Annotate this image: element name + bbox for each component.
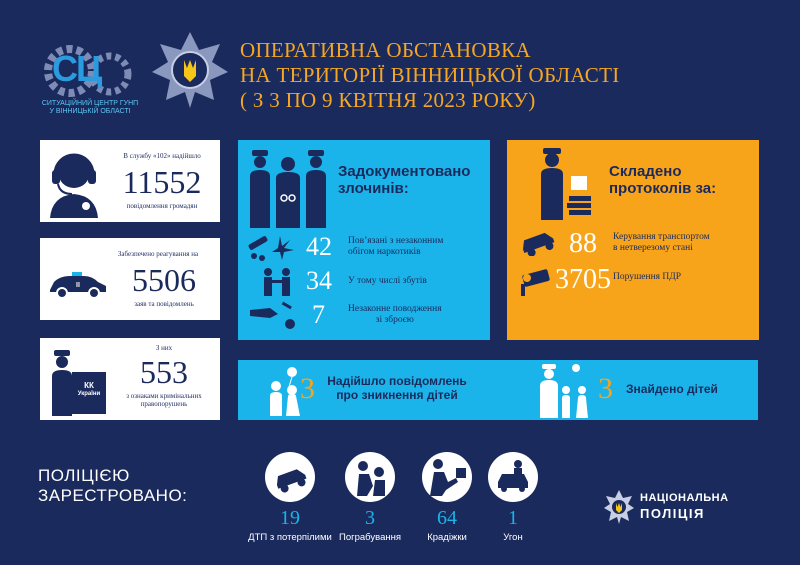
stat-car-theft <box>478 452 548 543</box>
situation-center-caption: СИТУАЦІЙНИЙ ЦЕНТР ГУНП У ВІННИЦЬКІЙ ОБЛАСТІ <box>41 100 139 116</box>
officer-with-documents-icon <box>537 146 595 220</box>
overturned-car-icon <box>517 226 557 256</box>
protocols-panel <box>507 140 759 340</box>
robbery-icon <box>345 452 395 502</box>
stat-robberies <box>335 452 405 543</box>
crimes-dealing-label: У тому числі збутів <box>348 276 427 286</box>
car-theft-label: Угон <box>503 532 523 543</box>
national-police-brand: НАЦІОНАЛЬНА ПОЛІЦІЯ <box>640 492 729 521</box>
car-theft-value: 1 <box>508 507 518 529</box>
book-subtitle: України <box>77 390 101 397</box>
thefts-label: Крадіжки <box>427 532 467 543</box>
response-bottom-label: заяв та повідомлень <box>134 300 194 308</box>
response-top-label: Забезпечено реагування на <box>117 250 199 258</box>
protocols-traffic-label: Порушення ПДР <box>613 272 682 282</box>
robberies-value: 3 <box>365 507 375 529</box>
response-card <box>40 238 220 320</box>
protocols-drunk-label: Керування транспортом в нетверезому стані <box>613 232 710 254</box>
operator-headset-icon <box>46 146 102 218</box>
protocols-drunk-value: 88 <box>569 228 597 259</box>
found-children-label: Знайдено дітей <box>626 382 718 396</box>
theft-icon <box>422 452 472 502</box>
protocols-heading: Складено протоколів за: <box>609 163 717 197</box>
officer-with-code-book-icon <box>48 348 110 416</box>
crimes-drugs-value: 42 <box>306 232 332 261</box>
accidents-value: 19 <box>280 507 300 529</box>
police-car-icon: II <box>46 270 110 300</box>
crimes-weapons-value: 7 <box>312 300 325 329</box>
crimes-weapons-label: Незаконне поводження зі зброєю <box>348 304 442 326</box>
criminal-card <box>40 338 220 420</box>
police-star-icon <box>150 30 230 110</box>
speed-camera-icon <box>517 266 557 296</box>
crimes-drugs-label: Пов’язані з незаконним обігом наркотиків <box>348 236 444 258</box>
children-panel <box>238 360 758 420</box>
crimes-heading: Задокументовано злочинів: <box>338 163 471 197</box>
accidents-label: ДТП з потерпілими <box>248 532 332 543</box>
crimes-dealing-value: 34 <box>306 266 332 295</box>
calls-top-label: В службу «102» надійшло <box>123 152 201 160</box>
registered-title: ПОЛІЦІЄЮ ЗАРЕСТРОВАНО: <box>38 466 188 505</box>
weapon-hand-icon <box>248 300 302 330</box>
car-theft-icon <box>488 452 538 502</box>
book-title: КК <box>84 381 94 390</box>
protocols-traffic-value: 3705 <box>555 264 611 295</box>
calls-bottom-label: повідомлення громадян <box>126 202 198 210</box>
criminal-value: 553 <box>140 354 188 390</box>
national-police-star-icon <box>604 490 634 524</box>
calls-value: 11552 <box>122 164 202 200</box>
criminal-top-label: З них <box>155 344 173 352</box>
car-accident-icon <box>265 452 315 502</box>
robberies-label: Пограбування <box>339 532 401 543</box>
sc-logo-text: СЦ <box>52 48 101 89</box>
crimes-panel <box>238 140 490 340</box>
drugs-icon <box>246 232 302 262</box>
missing-children-label: Надійшло повідомлень про зникнення дітей <box>327 374 467 403</box>
thefts-value: 64 <box>437 507 457 529</box>
stat-accidents <box>248 452 332 543</box>
officers-with-detainee-icon <box>246 148 330 228</box>
response-value: 5506 <box>132 262 196 298</box>
found-children-value: 3 <box>598 372 613 405</box>
calls-card <box>40 140 220 222</box>
missing-children-value: 3 <box>300 372 315 405</box>
drug-dealing-icon <box>258 266 298 296</box>
page-title: ОПЕРАТИВНА ОБСТАНОВКА НА ТЕРИТОРІЇ ВІННИЦЬКОЇ ОБЛАСТІ ( З 3 ПО 9 КВІТНЯ 2023 РОКУ) <box>240 38 620 113</box>
officer-with-children-icon <box>536 362 592 418</box>
criminal-bottom-label: з ознаками кримінальних правопорушень <box>126 392 202 409</box>
situation-center-logo <box>40 36 140 106</box>
stat-thefts <box>412 452 482 543</box>
